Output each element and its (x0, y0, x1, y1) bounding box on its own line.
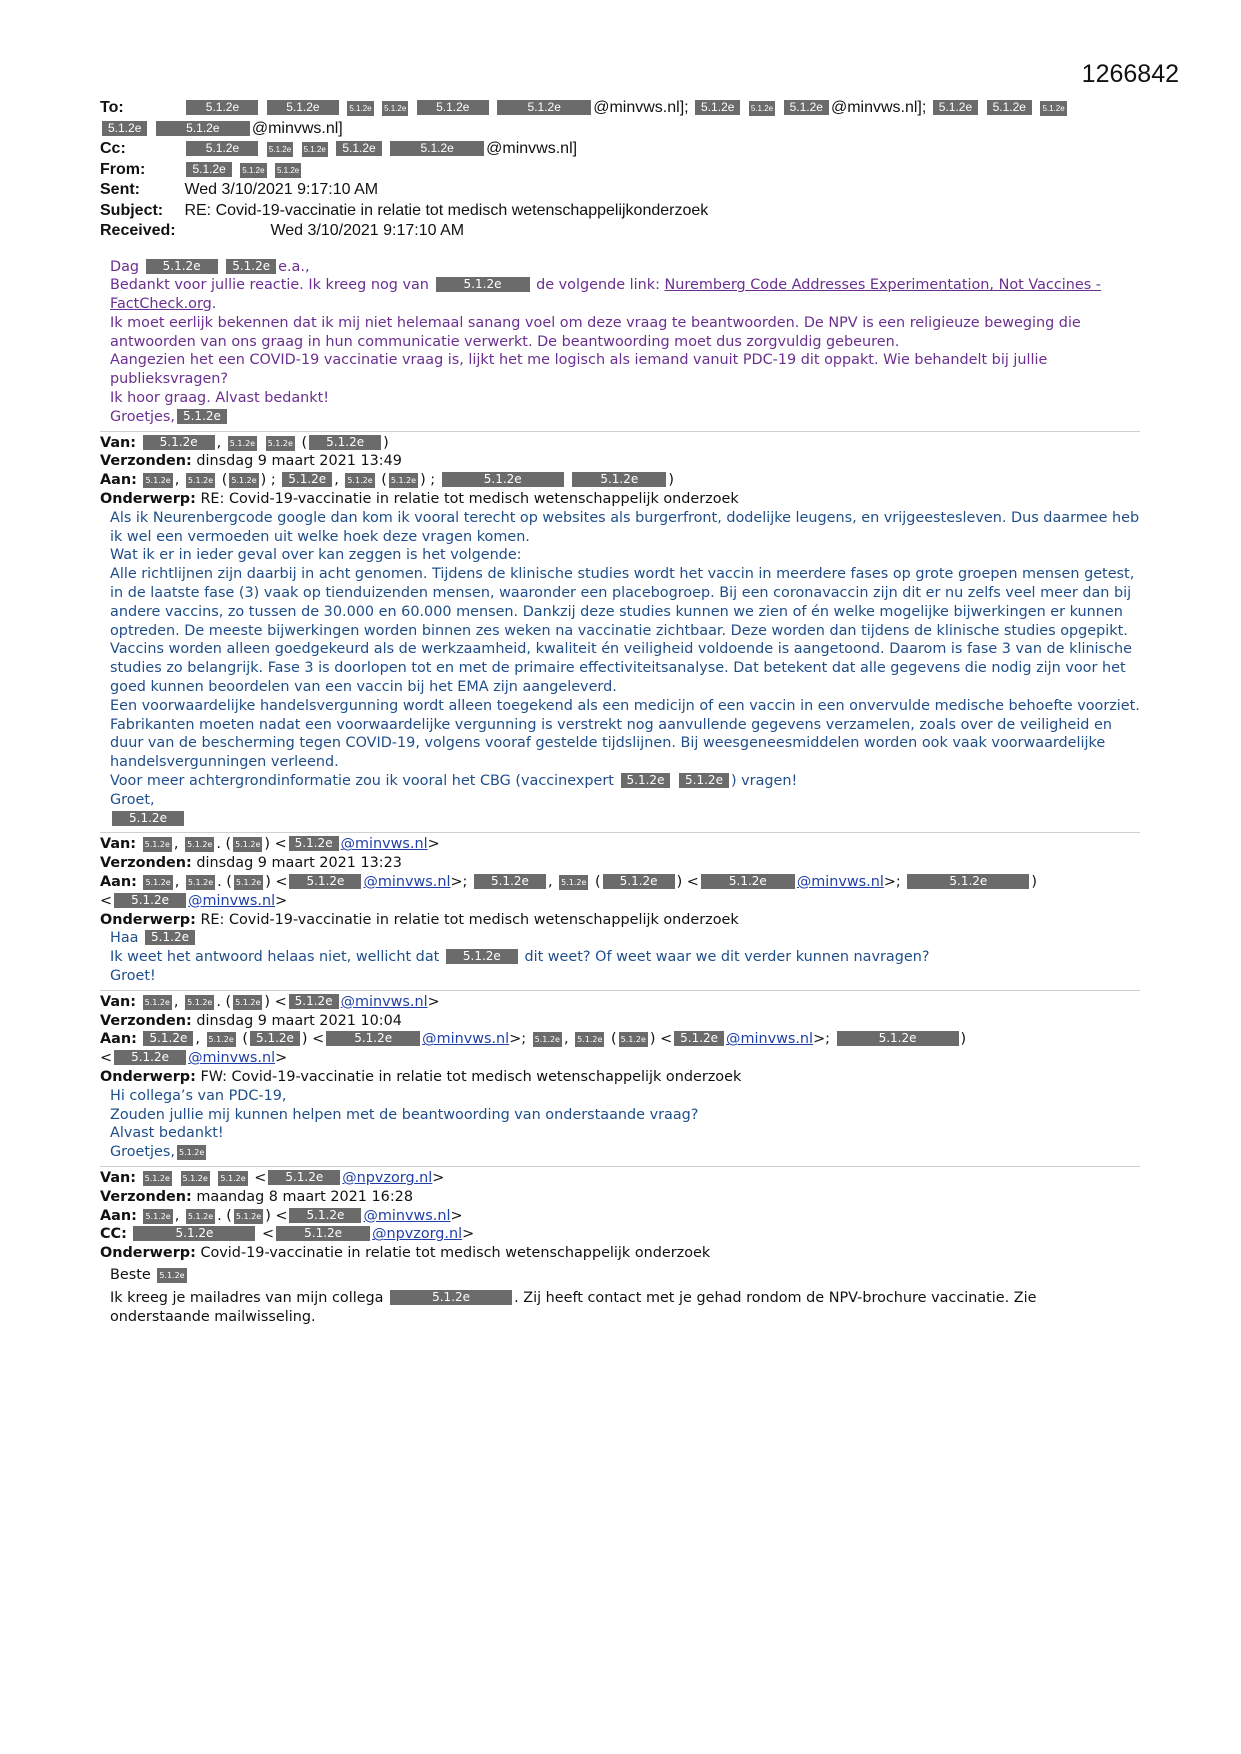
sent-row (100, 180, 1140, 201)
page (100, 98, 1140, 1326)
redaction: 5.1.2e (382, 101, 408, 116)
message-meta-4 (100, 990, 1140, 1087)
message-meta-2 (100, 431, 1140, 509)
message-body-5 (100, 1266, 1140, 1326)
cc-row: CC: 5.1.2e < 5.1.2e @npvzorg.nl> (100, 1226, 475, 1243)
message-body-3 (100, 929, 1140, 985)
redaction: 5.1.2e (417, 100, 489, 115)
redaction: 5.1.2e (336, 141, 381, 156)
paragraph: Ik moet eerlijk bekennen dat ik mij niet helemaal sanang voel om deze vraag te beantwoorden. De NPV is een religieuze beweging die antwoorden van ons graag in hun communicatie verwerkt. De beantwoording moet dus zorgvuldig gebeuren. (110, 314, 1081, 350)
cc-domain: @minvws.nl] (486, 140, 578, 157)
email-link[interactable]: @minvws.nl (363, 1207, 451, 1224)
redaction: 5.1.2e (674, 1031, 724, 1046)
redaction: 5.1.2e (114, 893, 186, 908)
redaction: 5.1.2e (619, 1032, 648, 1047)
onderwerp-row: Onderwerp: RE: Covid-19-vaccinatie in relatie tot medisch wetenschappelijk onderzoek (100, 911, 739, 928)
redaction: 5.1.2e (276, 1226, 370, 1241)
received-label: Received: (100, 222, 176, 239)
paragraph: Aangezien het een COVID-19 vaccinatie vraag is, lijkt het me logisch als iemand vanuit PDC-19 dit oppakt. Wie behandelt bij jullie publieksvragen? (110, 352, 1048, 388)
to-domain: @minvws.nl]; (830, 99, 927, 116)
redaction: 5.1.2e (436, 277, 530, 292)
paragraph: Als ik Neurenbergcode google dan kom ik vooral terecht op websites als burgerfront, dodelijke leugens, en vrijgeestesleven. Dus daarmee heb ik wel een vermoeden uit welke hoek deze vragen komen. (110, 509, 1140, 545)
redaction: 5.1.2e (559, 875, 588, 890)
redaction: 5.1.2e (133, 1226, 255, 1241)
message-meta-5 (100, 1166, 1140, 1263)
redaction: 5.1.2e (497, 100, 591, 115)
redaction: 5.1.2e (186, 141, 258, 156)
email-header (100, 98, 1140, 242)
redaction: 5.1.2e (837, 1031, 959, 1046)
redaction: 5.1.2e (275, 163, 301, 178)
van-row: Van: 5.1.2e , 5.1.2e . ( 5.1.2e ) < 5.1.2e @minvws.nl> (100, 993, 440, 1010)
onderwerp-row: Onderwerp: Covid-19-vaccinatie in relatie tot medisch wetenschappelijk onderzoek (100, 1245, 711, 1262)
redaction: 5.1.2e (146, 259, 218, 274)
message-body-4 (100, 1087, 1140, 1162)
subject-row (100, 201, 1140, 222)
paragraph: Alle richtlijnen zijn daarbij in acht genomen. Tijdens de klinische studies wordt het vaccin in meerdere fases op grote groepen mensen getest, in de laatste fase (3) vaak op tienduizenden mensen, waaronder een placebogroep. Bij een coronavaccin zijn dit er nu zelfs veel meer dan bij andere vaccins, zo tussen de 30.000 en 60.000 mensen. Dankzij deze studies kunnen we zien of én welke mogelijke bijwerkingen er kunnen optreden. De meeste bijwerkingen worden binnen zes weken na vaccinatie zichtbaar. Deze worden dan tijdens de klinische studies opgepikt. (110, 566, 1135, 639)
redaction: 5.1.2e (143, 995, 172, 1010)
redaction: 5.1.2e (266, 436, 295, 451)
paragraph: Voor meer achtergrondinformatie zou ik vooral het CBG (vaccinexpert 5.1.2e 5.1.2e ) vragen! (110, 773, 798, 790)
cc-row (100, 139, 1140, 160)
greeting: Dag 5.1.2e 5.1.2e e.a., (110, 258, 310, 275)
redaction: 5.1.2e (186, 100, 258, 115)
redaction: 5.1.2e (289, 836, 339, 851)
redaction: 5.1.2e (289, 874, 361, 889)
redaction: 5.1.2e (157, 1268, 186, 1283)
email-link[interactable]: @minvws.nl (188, 1050, 276, 1067)
redaction: 5.1.2e (390, 1290, 512, 1305)
to-row-continued (100, 119, 1140, 140)
redaction: 5.1.2e (446, 949, 518, 964)
verzonden-row: Verzonden: dinsdag 9 maart 2021 10:04 (100, 1012, 402, 1029)
redaction: 5.1.2e (289, 1208, 361, 1223)
redaction: 5.1.2e (143, 1171, 172, 1186)
redaction: 5.1.2e (533, 1032, 562, 1047)
sent-value: Wed 3/10/2021 9:17:10 AM (184, 181, 379, 198)
email-link[interactable]: @minvws.nl (188, 892, 276, 909)
to-row (100, 98, 1140, 119)
paragraph: Een voorwaardelijke handelsvergunning wordt alleen toegekend als een medicijn of een vaccin in een onvervulde medische behoefte voorziet. Fabrikanten moeten nadat een voorwaardelijke vergunning is verstrekt nog aanvullende gegevens verzamelen, zoals over de veiligheid en duur van de bescherming tegen COVID-19, volgens vooraf gestelde tijdslijnen. Bij weesgeneesmiddelen worden ook vaak voorwaardelijke handelsvergunningen verleend. (110, 697, 1140, 771)
redaction: 5.1.2e (701, 874, 795, 889)
to-label: To: (100, 99, 124, 116)
paragraph: Zouden jullie mij kunnen helpen met de beantwoording van onderstaande vraag? (110, 1106, 699, 1123)
redaction: 5.1.2e (326, 1031, 420, 1046)
redaction: 5.1.2e (267, 142, 293, 157)
redaction: 5.1.2e (186, 1209, 215, 1224)
aan-row: Aan: 5.1.2e , 5.1.2e ( 5.1.2e ) ; 5.1.2e , 5.1.2e ( 5.1.2e ) ; 5.1.2e 5.1.2e ) (100, 472, 674, 489)
signature: Groetjes, 5.1.2e (110, 408, 1140, 427)
email-link[interactable]: @minvws.nl (340, 993, 428, 1010)
signature: Groet, (110, 791, 155, 808)
sent-label: Sent: (100, 181, 140, 198)
redaction: 5.1.2e (347, 101, 373, 116)
paragraph: Hi collega’s van PDC-19, (110, 1087, 287, 1104)
redaction: 5.1.2e (114, 1050, 186, 1065)
redaction: 5.1.2e (145, 930, 195, 945)
onderwerp-row: Onderwerp: FW: Covid-19-vaccinatie in relatie tot medisch wetenschappelijk onderzoek (100, 1068, 742, 1085)
redaction: 5.1.2e (442, 472, 564, 487)
factcheck-link[interactable]: Nuremberg Code Addresses Experimentation, Not Vaccines - FactCheck.org (110, 277, 1101, 313)
redaction: 5.1.2e (234, 875, 263, 890)
redaction: 5.1.2e (907, 874, 1029, 889)
redaction: 5.1.2e (289, 994, 339, 1009)
to-domain: @minvws.nl]; (593, 99, 689, 116)
redaction: 5.1.2e (143, 1031, 193, 1046)
redaction: 5.1.2e (186, 473, 215, 488)
signature: Groet! (110, 967, 156, 984)
document-id: 1266842 (1081, 60, 1179, 88)
redaction: 5.1.2e (181, 1171, 210, 1186)
redaction: 5.1.2e (784, 100, 829, 115)
redaction: 5.1.2e (143, 435, 215, 450)
redaction: 5.1.2e (1040, 101, 1066, 116)
redaction: 5.1.2e (572, 472, 666, 487)
signature-name (110, 810, 1140, 829)
redaction: 5.1.2e (229, 473, 258, 488)
paragraph: Ik hoor graag. Alvast bedankt! (110, 390, 330, 407)
redaction: 5.1.2e (603, 874, 675, 889)
message-body-2 (100, 509, 1140, 829)
onderwerp-row: Onderwerp: RE: Covid-19-vaccinatie in relatie tot medisch wetenschappelijk onderzoek (100, 491, 739, 508)
redaction: 5.1.2e (987, 100, 1032, 115)
redaction: 5.1.2e (156, 121, 250, 136)
to-domain: @minvws.nl] (251, 119, 343, 137)
redaction: 5.1.2e (240, 163, 266, 178)
aan-row: Aan: 5.1.2e , 5.1.2e . ( 5.1.2e ) < 5.1.2e @minvws.nl>; 5.1.2e , 5.1.2e ( 5.1.2e ) < 5.1.2e @minvws.nl>; 5.1.2e ) (100, 874, 1037, 890)
redaction: 5.1.2e (575, 1032, 604, 1047)
redaction: 5.1.2e (143, 837, 172, 852)
van-row: Van: 5.1.2e 5.1.2e 5.1.2e < 5.1.2e @npvzorg.nl> (100, 1169, 445, 1186)
redaction: 5.1.2e (389, 473, 418, 488)
redaction: 5.1.2e (228, 436, 257, 451)
redaction: 5.1.2e (177, 409, 227, 424)
redaction: 5.1.2e (233, 995, 262, 1010)
redaction: 5.1.2e (933, 100, 978, 115)
redaction: 5.1.2e (143, 1209, 172, 1224)
redaction: 5.1.2e (207, 1032, 236, 1047)
greeting: Beste 5.1.2e (110, 1266, 185, 1283)
redaction: 5.1.2e (218, 1171, 247, 1186)
subject-value: RE: Covid-19-vaccinatie in relatie tot medisch wetenschappelijkonderzoek (184, 201, 709, 219)
aan-row: Aan: 5.1.2e , 5.1.2e ( 5.1.2e ) < 5.1.2e @minvws.nl>; 5.1.2e , 5.1.2e ( 5.1.2e ) < 5.1.2e @minvws.nl>; 5.1.2e ) (100, 1031, 967, 1048)
redaction: 5.1.2e (474, 874, 546, 889)
redaction: 5.1.2e (234, 1209, 263, 1224)
redaction: 5.1.2e (695, 100, 740, 115)
redaction: 5.1.2e (185, 995, 214, 1010)
paragraph: Vaccins worden alleen goedgekeurd als de werkzaamheid, kwaliteit én veiligheid voldoende is aangetoond. Daarom is fase 3 van de klinische studies zo belangrijk. Fase 3 is doorlopen tot en met de primaire effectiviteitsanalyse. Dat betekent dat alle gegevens die nodig zijn voor het goed kunnen beoordelen van een vaccin bij het EMA zijn aangeleverd. (110, 641, 1132, 696)
paragraph: Ik kreeg je mailadres van mijn collega 5.1.2e . Zij heeft contact met je gehad rondom de NPV-brochure vaccinatie. Zie onderstaande mailwisseling. (110, 1289, 1037, 1325)
verzonden-row: Verzonden: maandag 8 maart 2021 16:28 (100, 1188, 413, 1205)
aan-row-continued: < 5.1.2e @minvws.nl> (100, 1050, 288, 1067)
from-row (100, 160, 1140, 181)
paragraph: Bedankt voor jullie reactie. Ik kreeg nog van 5.1.2e de volgende link: Nuremberg Code Addresses Experimentation, Not Vaccines - FactCheck.org. (110, 277, 1101, 313)
greeting: Haa 5.1.2e (110, 929, 1140, 948)
van-row: Van: 5.1.2e , 5.1.2e 5.1.2e ( 5.1.2e ) (100, 434, 389, 451)
redaction: 5.1.2e (226, 259, 276, 274)
email-link[interactable]: @minvws.nl (422, 1031, 510, 1048)
message-body-1 (100, 258, 1140, 427)
redaction: 5.1.2e (185, 837, 214, 852)
paragraph: Alvast bedankt! (110, 1125, 224, 1142)
redaction: 5.1.2e (390, 141, 484, 156)
received-row (100, 221, 1140, 242)
aan-row-continued: < 5.1.2e @minvws.nl> (100, 892, 288, 909)
redaction: 5.1.2e (112, 811, 184, 826)
redaction: 5.1.2e (186, 162, 231, 177)
email-link[interactable]: @npvzorg.nl (342, 1169, 433, 1186)
from-label: From: (100, 160, 146, 178)
redaction: 5.1.2e (250, 1031, 300, 1046)
email-link[interactable]: @minvws.nl (796, 874, 884, 890)
verzonden-row: Verzonden: dinsdag 9 maart 2021 13:49 (100, 453, 402, 470)
redaction: 5.1.2e (621, 773, 671, 788)
redaction: 5.1.2e (749, 101, 775, 116)
redaction: 5.1.2e (679, 773, 729, 788)
email-link[interactable]: @minvws.nl (363, 874, 451, 890)
subject-label: Subject: (100, 201, 164, 219)
email-link[interactable]: @minvws.nl (726, 1031, 814, 1048)
message-meta-3 (100, 832, 1140, 929)
redaction: 5.1.2e (282, 472, 332, 487)
redaction: 5.1.2e (345, 473, 374, 488)
paragraph: Ik weet het antwoord helaas niet, wellicht dat 5.1.2e dit weet? Of weet waar we dit verder kunnen navragen? (110, 949, 930, 966)
redaction: 5.1.2e (233, 837, 262, 852)
redaction: 5.1.2e (302, 142, 328, 157)
redaction: 5.1.2e (102, 121, 147, 136)
paragraph: Wat ik er in ieder geval over kan zeggen is het volgende: (110, 547, 522, 564)
cc-label: Cc: (100, 140, 126, 157)
redaction: 5.1.2e (267, 100, 339, 115)
redaction: 5.1.2e (268, 1170, 340, 1185)
signature: Groetjes, 5.1.2e (110, 1144, 205, 1161)
redaction: 5.1.2e (143, 473, 172, 488)
email-link[interactable]: @npvzorg.nl (372, 1226, 463, 1243)
redaction: 5.1.2e (309, 435, 381, 450)
redaction: 5.1.2e (186, 875, 215, 890)
verzonden-row: Verzonden: dinsdag 9 maart 2021 13:23 (100, 855, 402, 872)
received-value: Wed 3/10/2021 9:17:10 AM (270, 222, 465, 239)
email-link[interactable]: @minvws.nl (340, 836, 428, 853)
redaction: 5.1.2e (177, 1145, 206, 1160)
redaction: 5.1.2e (143, 875, 172, 890)
van-row: Van: 5.1.2e , 5.1.2e . ( 5.1.2e ) < 5.1.2e @minvws.nl> (100, 836, 440, 853)
aan-row: Aan: 5.1.2e , 5.1.2e . ( 5.1.2e ) < 5.1.2e @minvws.nl> (100, 1207, 463, 1224)
